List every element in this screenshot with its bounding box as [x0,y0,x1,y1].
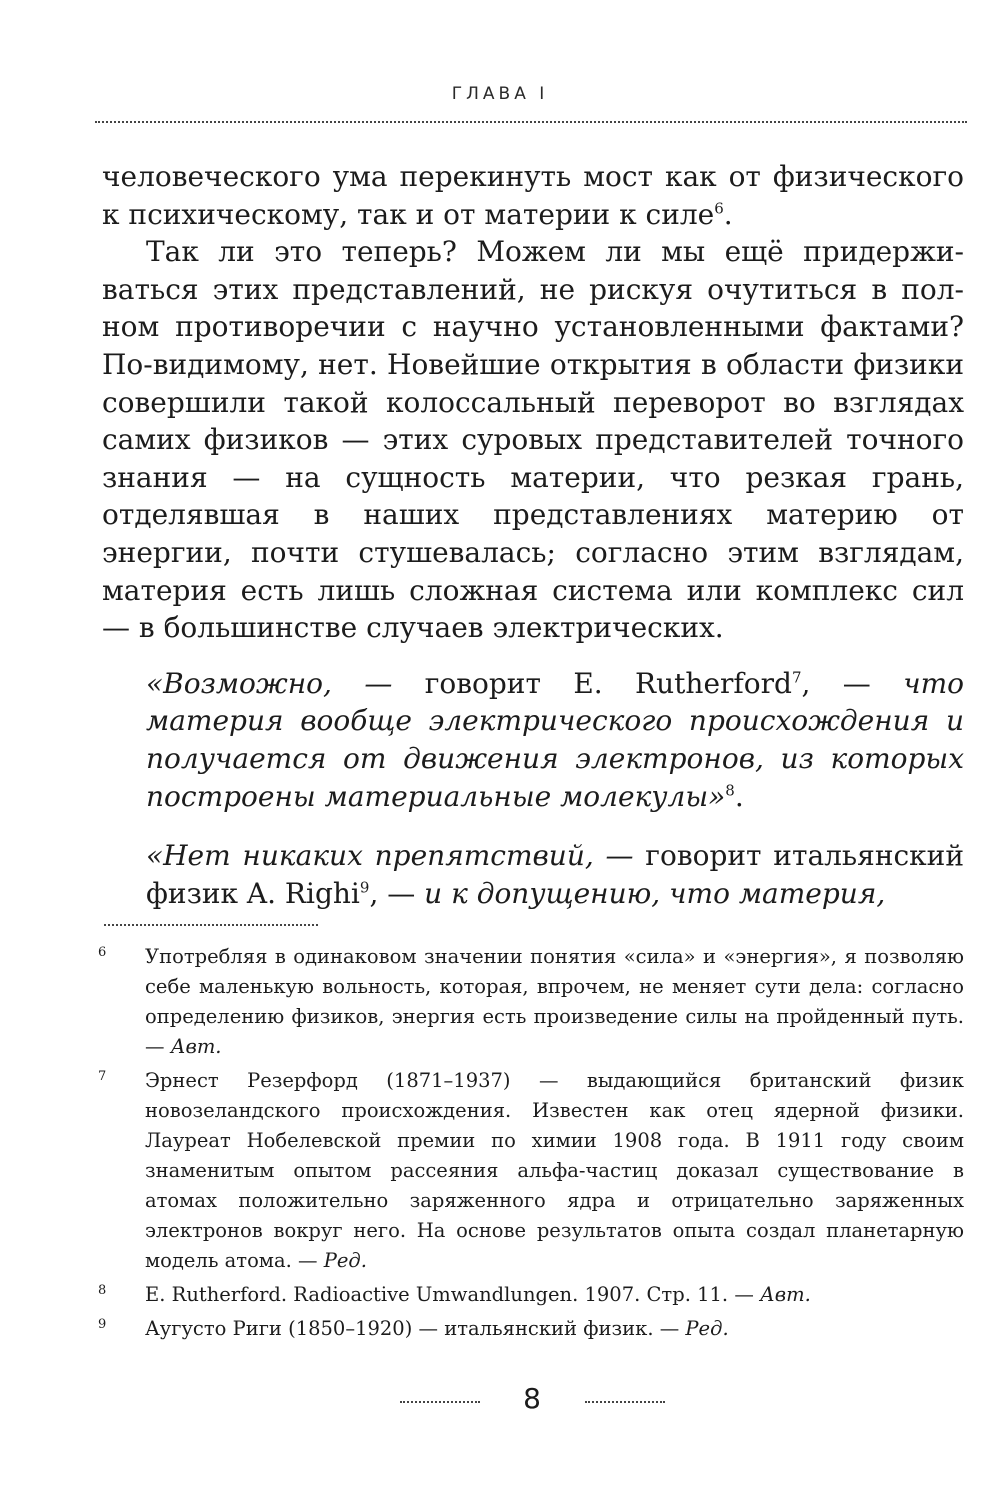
footnote-number: 7 [98,1069,107,1084]
footnote-attribution: Авт. [760,1283,811,1306]
footnote-attribution: Ред. [323,1249,367,1272]
footnote-8 [98,1280,964,1310]
page-footer [0,1382,1000,1422]
quote-2-dash: , — [369,876,425,910]
footnote-number: 6 [98,945,107,960]
footnote-text [145,1314,964,1344]
quote-1-body: что материя вообще электрического происхождения и получается от движения электронов, из которых построены материальные молекулы» [146,666,965,813]
footnote-number: 9 [98,1317,107,1332]
quote-2-body: и к допущению, что материя, [424,876,886,910]
footnote-dotted-rule [104,924,318,926]
footnote-text [145,1066,964,1276]
footnote-body: Аугусто Риги (1850–1920) — итальянский физик. — [145,1317,686,1340]
footnote-text [145,1280,964,1310]
quote-1-end: . [734,779,744,813]
paragraph-continuation [102,158,964,233]
footnote-text [145,942,964,1062]
footnote-ref-7[interactable]: 7 [791,668,802,687]
footnote-ref-9[interactable]: 9 [359,878,370,897]
footnote-attribution: Авт. [170,1035,222,1058]
page-number: 8 [523,1382,541,1415]
quote-rutherford [146,665,964,815]
footer-dotted-rule-left [400,1401,480,1403]
paragraph-1-end: . [723,197,733,231]
footnote-9 [98,1314,964,1344]
quote-1-open: «Возможно, — [146,666,393,700]
paragraph-2: Так ли это теперь? Можем ли мы ещё придерживаться этих представлений, не рискуя очутиться в полном противоречии с научно установленными фактами? По-видимому, нет. Новейшие открытия в области физики совершили такой колоссальный переворот во взглядах самих физиков — этих суровых представителей точного знания — на сущность материи, что резкая грань, отделявшая в наших представлениях материю от энергии, почти стушевалась; согласно этим взглядам, материя есть лишь сложная система или комплекс сил — в большинстве случаев электрических. [102,235,964,645]
quote-2-open: «Нет никаких препятствий, — [146,839,634,873]
footnotes [98,942,964,1348]
footnote-body: E. Rutherford. Radioactive Umwandlungen. 1907. Стр. 11. — [145,1283,761,1306]
footnote-number: 8 [98,1283,107,1298]
quote-2-attribution: говорит итальянский физик A. Righi [146,839,965,910]
main-text [102,158,964,912]
footnote-7 [98,1066,964,1276]
footnote-body: Употребляя в одинаковом значении понятия «сила» и «энергия», я позволяю себе маленькую вольность, которая, впрочем, не меняет сути дела: согласно определению физиков, энергия есть произведение силы на пройденный путь. — [145,945,964,1058]
paragraph-1-text: человеческого ума перекинуть мост как от физического к психическому, так и от материи к силе [102,160,964,231]
header-dotted-rule [95,121,967,123]
quote-1-attribution: говорит E. Rutherford [392,666,792,700]
footer-dotted-rule-right [585,1401,665,1403]
footnote-attribution: Ред. [685,1317,729,1340]
running-head: ГЛАВА I [451,84,549,104]
footnote-body: Эрнест Резерфорд (1871–1937) — выдающийся британский физик новозеландского происхождения. Известен как отец ядерной физики. Лауреат Нобелевской премии по химии 1908 года. В 1911 году своим знаменитым опытом рассеяния альфа-частиц доказал существование в атомах положительно заряженного ядра и отрицательно заряженных электронов вокруг него. На основе результатов опыта создал планетарную модель атома. — [145,1069,964,1272]
footnote-6 [98,942,964,1062]
footnote-ref-6[interactable]: 6 [714,199,724,218]
quote-1-dash: , — [801,666,904,700]
footnote-ref-8[interactable]: 8 [725,781,735,800]
quote-righi [146,837,964,912]
